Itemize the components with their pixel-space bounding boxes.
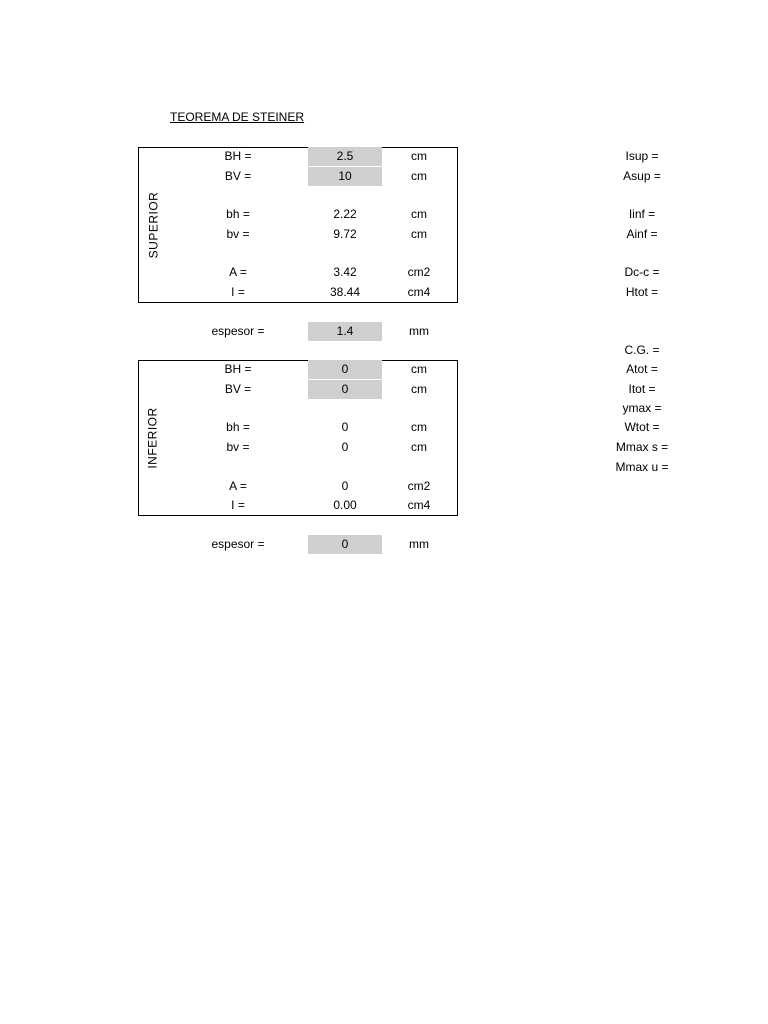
page-title: TEOREMA DE STEINER <box>170 110 305 124</box>
sup-bh-input[interactable]: 2.5 <box>308 147 382 166</box>
sup-bh-small-label: bh = <box>226 207 250 221</box>
sup-bh-unit: cm <box>411 149 427 163</box>
sup-bv-small-value: 9.72 <box>333 227 357 241</box>
result-ainf-label: Ainf = <box>626 227 658 241</box>
result-asup-label: Asup = <box>623 169 661 183</box>
result-mmax-s-label: Mmax s = <box>615 440 669 454</box>
sup-bv-label: BV = <box>224 169 252 183</box>
inf-bv-small-label: bv = <box>226 440 250 454</box>
result-cg-label: C.G. = <box>624 343 660 357</box>
sup-espesor-input[interactable]: 1.4 <box>308 322 382 341</box>
result-wtot-label: Wtot = <box>624 420 660 434</box>
sup-bh-small-unit: cm <box>411 207 427 221</box>
inf-bh-input[interactable]: 0 <box>308 360 382 379</box>
sup-bv-input[interactable]: 10 <box>308 167 382 186</box>
inf-espesor-unit: mm <box>409 537 429 551</box>
sup-bh-label: BH = <box>224 149 252 163</box>
result-itot-label: Itot = <box>628 382 656 396</box>
sup-espesor-unit: mm <box>409 324 429 338</box>
result-mmax-u-label: Mmax u = <box>615 460 669 474</box>
sup-espesor-label: espesor = <box>211 324 265 338</box>
inf-bv-unit: cm <box>411 382 427 396</box>
sup-bh-small-value: 2.22 <box>333 207 357 221</box>
sup-area-unit: cm2 <box>407 265 431 279</box>
sup-bv-small-unit: cm <box>411 227 427 241</box>
result-ymax-label: ymax = <box>622 401 662 415</box>
inf-inertia-value: 0.00 <box>333 498 357 512</box>
inf-area-unit: cm2 <box>407 479 431 493</box>
inf-area-value: 0 <box>341 479 349 493</box>
sup-inertia-unit: cm4 <box>407 285 431 299</box>
inf-bh-small-value: 0 <box>341 420 349 434</box>
inf-bv-small-unit: cm <box>411 440 427 454</box>
sup-inertia-value: 38.44 <box>329 285 361 299</box>
result-htot-label: Htot = <box>625 285 659 299</box>
result-atot-label: Atot = <box>626 362 658 376</box>
inf-espesor-label: espesor = <box>211 537 265 551</box>
inf-bh-label: BH = <box>224 362 252 376</box>
sup-bv-small-label: bv = <box>226 227 250 241</box>
result-isup-label: Isup = <box>625 149 659 163</box>
inf-inertia-label: I = <box>231 498 245 512</box>
result-iinf-label: Iinf = <box>628 207 656 221</box>
superior-label: SUPERIOR <box>146 191 160 259</box>
inf-area-label: A = <box>229 479 247 493</box>
inf-bh-small-label: bh = <box>226 420 250 434</box>
result-dcc-label: Dc-c = <box>624 265 660 279</box>
inferior-label: INFERIOR <box>146 407 160 469</box>
inf-bv-small-value: 0 <box>341 440 349 454</box>
inf-bv-input[interactable]: 0 <box>308 380 382 399</box>
inf-inertia-unit: cm4 <box>407 498 431 512</box>
inf-bh-unit: cm <box>411 362 427 376</box>
sup-inertia-label: I = <box>231 285 245 299</box>
sup-area-label: A = <box>229 265 247 279</box>
inf-bh-small-unit: cm <box>411 420 427 434</box>
inf-espesor-input[interactable]: 0 <box>308 535 382 554</box>
sup-bv-unit: cm <box>411 169 427 183</box>
inf-bv-label: BV = <box>224 382 252 396</box>
sup-area-value: 3.42 <box>333 265 357 279</box>
